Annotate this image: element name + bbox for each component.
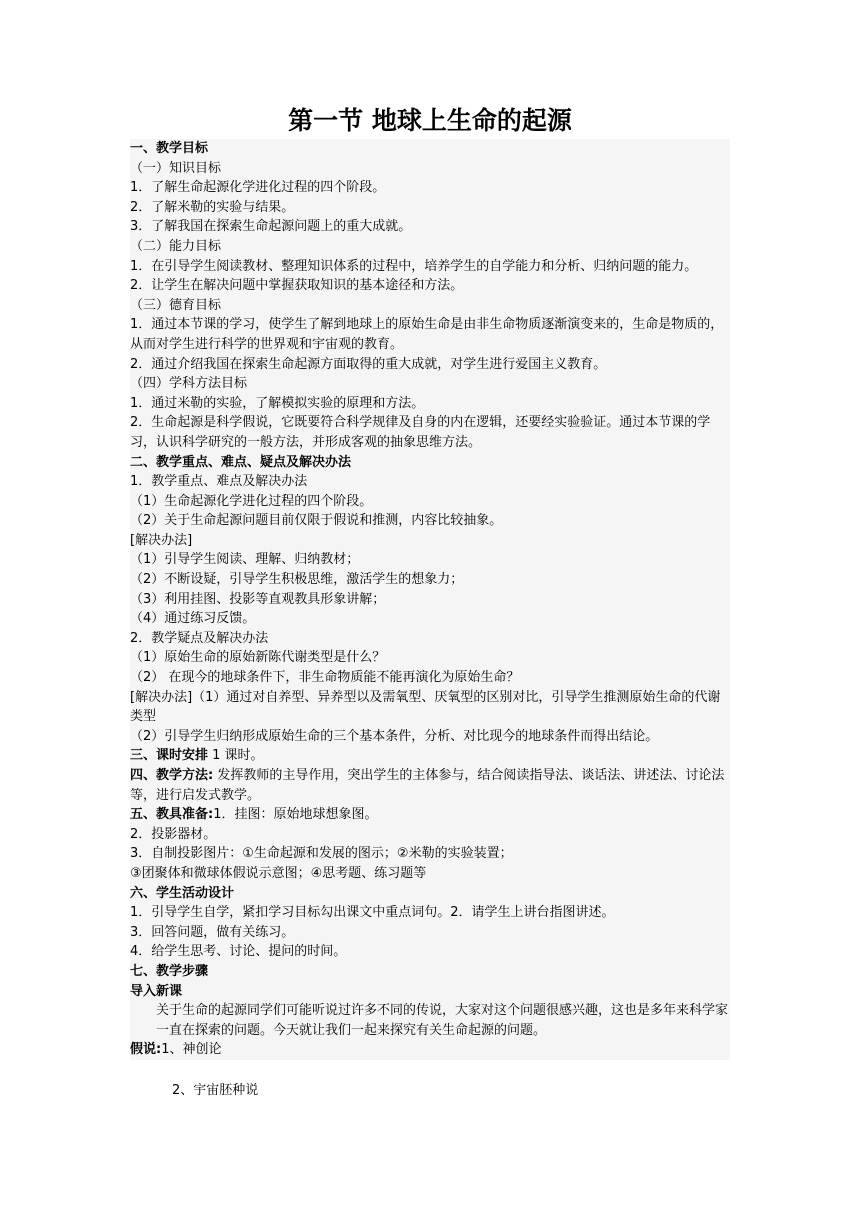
line-text: 3．了解我国在探索生命起源问题上的重大成就。 [130,219,412,235]
line-text: [解决办法] [130,532,193,548]
line-text: 1．引导学生自学，紧扣学习目标勾出课文中重点词句。2．请学生上讲台指图讲述。 [130,905,615,921]
section-heading [130,884,730,904]
text-line [130,825,730,845]
text-line [130,746,730,766]
text-line [130,296,730,316]
text-line [130,394,730,414]
text-line [130,550,730,570]
line-text: 2．生命起源是科学假说，它既要符合科学规律及自身的内在逻辑，还要经实验验证。通过本节课的学习，认识科学研究的一般方法，并形成客观的抽象思维方法。 [130,415,711,450]
text-line [130,198,730,218]
line-text: （4）通过练习反馈。 [130,611,256,627]
text-line [130,629,730,649]
text-line [130,648,730,668]
text-line [130,668,730,688]
text-line [130,237,730,257]
text-line [130,276,730,296]
text-line [130,257,730,277]
line-text: （四）学科方法目标 [130,376,248,392]
text-line [130,766,730,805]
line-text: （1）原始生命的原始新陈代谢类型是什么？ [130,650,386,666]
section-heading: 三、课时安排 [130,748,209,764]
text-line [130,609,730,629]
text-line [130,217,730,237]
text-line [130,727,730,747]
line-text: 1．通过本节课的学习，使学生了解到地球上的原始生命是由非生命物质逐渐演变来的，生命是物质的，从而对学生进行科学的世界观和宇宙观的教育。 [130,317,724,352]
line-text: 3．回答问题，做有关练习。 [130,924,295,940]
section-heading [130,139,730,159]
section-heading [130,453,730,473]
line-text: （2）不断设疑，引导学生积极思维，激活学生的想象力； [130,572,464,588]
text-line [130,511,730,531]
line-text: （2）关于生命起源问题目前仅限于假说和推测，内容比较抽象。 [130,513,503,529]
text-line [130,374,730,394]
text-line [130,1040,730,1060]
text-line [130,844,730,864]
list-item: 2、宇宙胚种说 [172,1083,259,1098]
line-text: 1．教学重点、难点及解决办法 [130,474,308,490]
line-text: [解决办法]（1）通过对自养型、异养型以及需氧型、厌氧型的区别对比，引导学生推测原始生命的代谢类型 [130,689,721,725]
line-text: 2．了解米勒的实验与结果。 [130,199,295,215]
text-line [130,570,730,590]
text-line [130,355,730,375]
section-heading [130,982,730,1002]
line-text: 发挥教师的主导作用，突出学生的主体参与，结合阅读指导法、谈话法、讲述法、讨论法等，进行启发式教学。 [130,768,725,803]
text-line [130,531,730,551]
line-text: （3）利用挂图、投影等直观教具形象讲解； [130,591,386,607]
line-text: 六、学生活动设计 [130,885,235,901]
line-text: 1 课时。 [208,748,264,764]
text-line [130,864,730,884]
line-text: 2．教学疑点及解决办法 [130,630,269,646]
section-heading [130,962,730,982]
text-line [130,903,730,923]
line-text: 4．给学生思考、讨论、提问的时间。 [130,944,347,960]
line-text: 1．通过米勒的实验，了解模拟实验的原理和方法。 [130,395,425,411]
text-line [130,315,730,354]
text-line [130,942,730,962]
section-heading: 四、教学方法: [130,768,214,783]
text-line [130,492,730,512]
text-line [130,178,730,198]
line-text: 1．了解生命起源化学进化过程的四个阶段。 [130,180,386,196]
line-text: 2．通过介绍我国在探索生命起源方面取得的重大成就，对学生进行爱国主义教育。 [130,356,607,372]
document-body [130,139,730,1060]
line-text: （1）生命起源化学进化过程的四个阶段。 [130,493,373,509]
section-heading: 假说: [130,1042,162,1058]
line-text: 二、教学重点、难点、疑点及解决办法 [130,454,352,470]
line-text: 1、神创论 [161,1042,222,1058]
line-text: （三）德育目标 [130,297,222,313]
line-text: 七、教学步骤 [130,963,209,979]
text-line [130,472,730,492]
section-heading: 五、教具准备: [130,807,214,823]
line-text: 一、教学目标 [130,141,209,156]
text-line [130,159,730,179]
line-text: 1．在引导学生阅读教材、整理知识体系的过程中，培养学生的自学能力和分析、归纳问题的能力。 [130,258,698,274]
text-line [130,1001,730,1040]
line-text: 1．挂图：原始地球想象图。 [213,807,378,823]
text-line [130,923,730,943]
line-text: （二）能力目标 [130,238,222,254]
line-text: （2） 在现今的地球条件下，非生命物质能不能再演化为原始生命？ [130,670,520,686]
line-text: 2．投影器材。 [130,826,217,842]
text-line [130,413,730,452]
line-text: （2）引导学生归纳形成原始生命的三个基本条件，分析、对比现今的地球条件而得出结论。 [130,728,659,744]
line-text: 导入新课 [130,983,183,999]
line-text: 3．自制投影图片：①生命起源和发展的图示；②米勒的实验装置； [130,846,513,862]
text-line [130,590,730,610]
line-text: 2．让学生在解决问题中掌握获取知识的基本途径和方法。 [130,278,464,294]
document-title: 第一节 地球上生命的起源 [288,106,572,135]
text-line [130,805,730,825]
line-text: ③团聚体和微球体假说示意图；④思考题、练习题等 [130,865,427,881]
line-text: （一）知识目标 [130,160,222,176]
line-text: 关于生命的起源同学们可能听说过许多不同的传说，大家对这个问题很感兴趣，这也是多年来科学家一直在探索的问题。今天就让我们一起来探究有关生命起源的问题。 [156,1003,729,1038]
line-text: （1）引导学生阅读、理解、归纳教材； [130,552,360,568]
text-line [130,688,730,727]
